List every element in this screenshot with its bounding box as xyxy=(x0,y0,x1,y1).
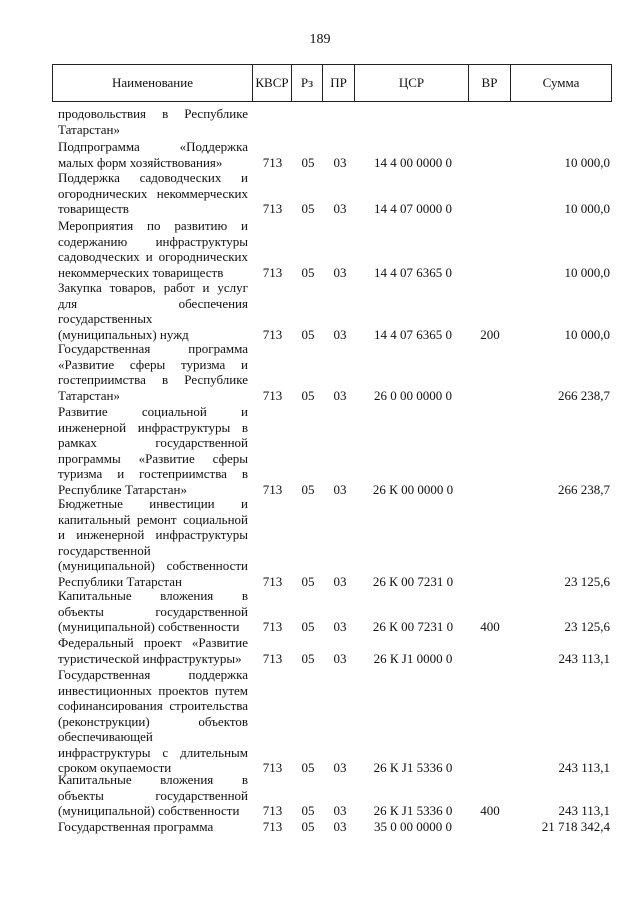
row-name-line: программы «Развитие сферы xyxy=(58,450,248,466)
row-name-line: (муниципальной) собственности xyxy=(58,803,240,818)
row-name-line: Государственная программа xyxy=(58,819,214,834)
row-sum: 10 000,0 xyxy=(564,264,610,280)
row-csr: 26 К 00 0000 0 xyxy=(372,481,454,497)
row-name-line: Государственная поддержка xyxy=(58,667,248,682)
row-sum: 10 000,0 xyxy=(564,154,610,170)
row-rz: 05 xyxy=(301,819,315,834)
row-name-line: объекты государственной xyxy=(58,787,248,803)
row-name-line: Подпрограмма «Поддержка xyxy=(58,139,248,154)
row-name-line: туристической инфраструктуры» xyxy=(58,650,242,666)
row-sum: 266 238,7 xyxy=(558,481,610,497)
row-name-line: Бюджетные инвестиции и xyxy=(58,496,248,511)
row-csr: 26 К J1 5336 0 xyxy=(373,760,453,775)
row-pr: 03 xyxy=(333,619,347,634)
row-csr: 35 0 00 0000 0 xyxy=(374,819,452,834)
row-csr: 14 4 07 6365 0 xyxy=(374,326,452,342)
row-kvsr: 713 xyxy=(262,650,283,666)
row-sum: 10 000,0 xyxy=(564,326,610,342)
row-name-line: государственной xyxy=(58,542,151,558)
row-name-line: инженерной инфраструктуры в xyxy=(58,419,248,435)
row-name xyxy=(58,496,248,589)
row-csr: 26 К J1 5336 0 xyxy=(373,803,453,818)
row-kvsr: 713 xyxy=(262,387,283,403)
row-name xyxy=(58,772,248,819)
row-name-line: Федеральный проект «Развитие xyxy=(58,635,248,650)
row-name-line: инвестиционных проектов путем xyxy=(58,682,248,698)
row-kvsr: 713 xyxy=(262,154,283,170)
row-name-line: некоммерческих товариществ xyxy=(58,264,224,280)
row-csr: 26 0 00 0000 0 xyxy=(374,387,452,403)
row-name-line: Поддержка садоводческих и xyxy=(58,170,248,185)
row-rz: 05 xyxy=(301,387,315,403)
row-pr: 03 xyxy=(333,650,347,666)
row-name-line: садоводческих и огороднических xyxy=(58,249,248,264)
row-name-line: малых форм хозяйствования» xyxy=(58,154,223,170)
row-pr: 03 xyxy=(333,760,347,775)
row-name-line: продовольствия в Республике xyxy=(58,106,248,121)
row-csr: 26 К 00 7231 0 xyxy=(372,573,454,589)
row-csr: 14 4 07 0000 0 xyxy=(374,201,452,216)
row-name-line: (реконструкции) объектов xyxy=(58,713,248,729)
row-name-line: инфраструктуры с длительным xyxy=(58,744,248,760)
row-name xyxy=(58,280,248,342)
table-header xyxy=(52,64,612,102)
row-name xyxy=(58,170,248,217)
row-rz: 05 xyxy=(301,264,315,280)
row-name-line: Татарстан» xyxy=(58,121,120,137)
row-rz: 05 xyxy=(301,154,315,170)
row-name-line: рамках государственной xyxy=(58,435,248,450)
row-rz: 05 xyxy=(301,650,315,666)
row-pr: 03 xyxy=(333,803,347,818)
row-name xyxy=(58,635,248,666)
row-rz: 05 xyxy=(301,760,315,775)
row-name-line: объекты государственной xyxy=(58,603,248,619)
row-pr: 03 xyxy=(333,264,347,280)
page-number: 189 xyxy=(309,32,331,47)
row-name xyxy=(58,341,248,403)
row-kvsr: 713 xyxy=(262,264,283,280)
column-header-rz: Рз xyxy=(292,65,323,101)
row-pr: 03 xyxy=(333,326,347,342)
row-name-line: (муниципальной) собственности xyxy=(58,558,248,573)
row-sum: 243 113,1 xyxy=(558,650,610,666)
row-name xyxy=(58,819,248,835)
row-kvsr: 713 xyxy=(262,573,283,589)
row-kvsr: 713 xyxy=(262,760,283,775)
row-name xyxy=(58,588,248,635)
row-name-line: обеспечивающей xyxy=(58,729,153,744)
row-name-line: для обеспечения xyxy=(58,295,248,311)
row-sum: 266 238,7 xyxy=(558,387,610,403)
row-name-line: Мероприятия по развитию и xyxy=(58,218,248,233)
row-sum: 243 113,1 xyxy=(558,760,610,775)
row-name-line: (муниципальной) собственности xyxy=(58,619,240,634)
row-vr: 200 xyxy=(480,326,500,342)
row-pr: 03 xyxy=(333,154,347,170)
row-name-line: Татарстан» xyxy=(58,387,120,403)
row-name-line: и инженерной инфраструктуры xyxy=(58,527,248,542)
row-pr: 03 xyxy=(333,573,347,589)
row-rz: 05 xyxy=(301,573,315,589)
row-name-line: государственных xyxy=(58,311,153,326)
row-sum: 23 125,6 xyxy=(564,573,610,589)
row-name-line: огороднических некоммерческих xyxy=(58,185,248,201)
row-pr: 03 xyxy=(333,387,347,403)
row-pr: 03 xyxy=(333,201,347,216)
row-name-line: Государственная программа xyxy=(58,341,248,356)
column-header-csr: ЦСР xyxy=(355,65,469,101)
row-name-line: «Развитие сферы туризма и xyxy=(58,356,248,372)
row-csr: 26 К J1 0000 0 xyxy=(373,650,453,666)
row-vr: 400 xyxy=(480,619,500,634)
row-name-line: товариществ xyxy=(58,201,129,216)
row-kvsr: 713 xyxy=(262,803,283,818)
row-name-line: Капитальные вложения в xyxy=(58,588,248,603)
row-pr: 03 xyxy=(333,819,347,834)
row-name-line: Республики Татарстан xyxy=(58,573,182,589)
row-kvsr: 713 xyxy=(262,619,283,634)
row-sum: 23 125,6 xyxy=(564,619,610,634)
row-name-line: Развитие социальной и xyxy=(58,404,248,419)
row-csr: 14 4 00 0000 0 xyxy=(374,154,452,170)
row-name-line: Республике Татарстан» xyxy=(58,481,187,497)
row-name xyxy=(58,404,248,497)
row-name xyxy=(58,106,248,137)
column-header-sum: Сумма xyxy=(542,75,580,90)
row-rz: 05 xyxy=(301,326,315,342)
row-name-line: туризма и гостеприимства в xyxy=(58,466,248,481)
row-name-line: сроком окупаемости xyxy=(58,760,172,775)
column-header-pr: ПР xyxy=(323,65,355,101)
column-header-kvsr: КВСР xyxy=(253,65,292,101)
row-name xyxy=(58,218,248,280)
row-kvsr: 713 xyxy=(262,326,283,342)
row-csr: 14 4 07 6365 0 xyxy=(374,264,452,280)
row-csr: 26 К 00 7231 0 xyxy=(372,619,454,634)
row-rz: 05 xyxy=(301,481,315,497)
row-sum: 243 113,1 xyxy=(558,803,610,818)
row-name-line: гостеприимства в Республике xyxy=(58,372,248,387)
row-name-line: капитальный ремонт социальной xyxy=(58,511,248,527)
row-rz: 05 xyxy=(301,201,315,216)
row-sum: 21 718 342,4 xyxy=(541,819,610,834)
row-kvsr: 713 xyxy=(262,481,283,497)
row-rz: 05 xyxy=(301,803,315,818)
row-name-line: софинансирования строительства xyxy=(58,698,248,713)
row-kvsr: 713 xyxy=(262,201,283,216)
column-header-vr: ВР xyxy=(469,65,511,101)
row-rz: 05 xyxy=(301,619,315,634)
row-name xyxy=(58,139,248,170)
row-name-line: Закупка товаров, работ и услуг xyxy=(58,280,248,295)
row-name xyxy=(58,667,248,776)
row-name-line: содержанию инфраструктуры xyxy=(58,233,248,249)
row-name-line: Капитальные вложения в xyxy=(58,772,248,787)
row-vr: 400 xyxy=(480,803,500,818)
row-name-line: (муниципальных) нужд xyxy=(58,326,189,342)
row-kvsr: 713 xyxy=(262,819,283,834)
row-sum: 10 000,0 xyxy=(564,201,610,216)
row-pr: 03 xyxy=(333,481,347,497)
column-header-name: Наименование xyxy=(53,65,253,101)
